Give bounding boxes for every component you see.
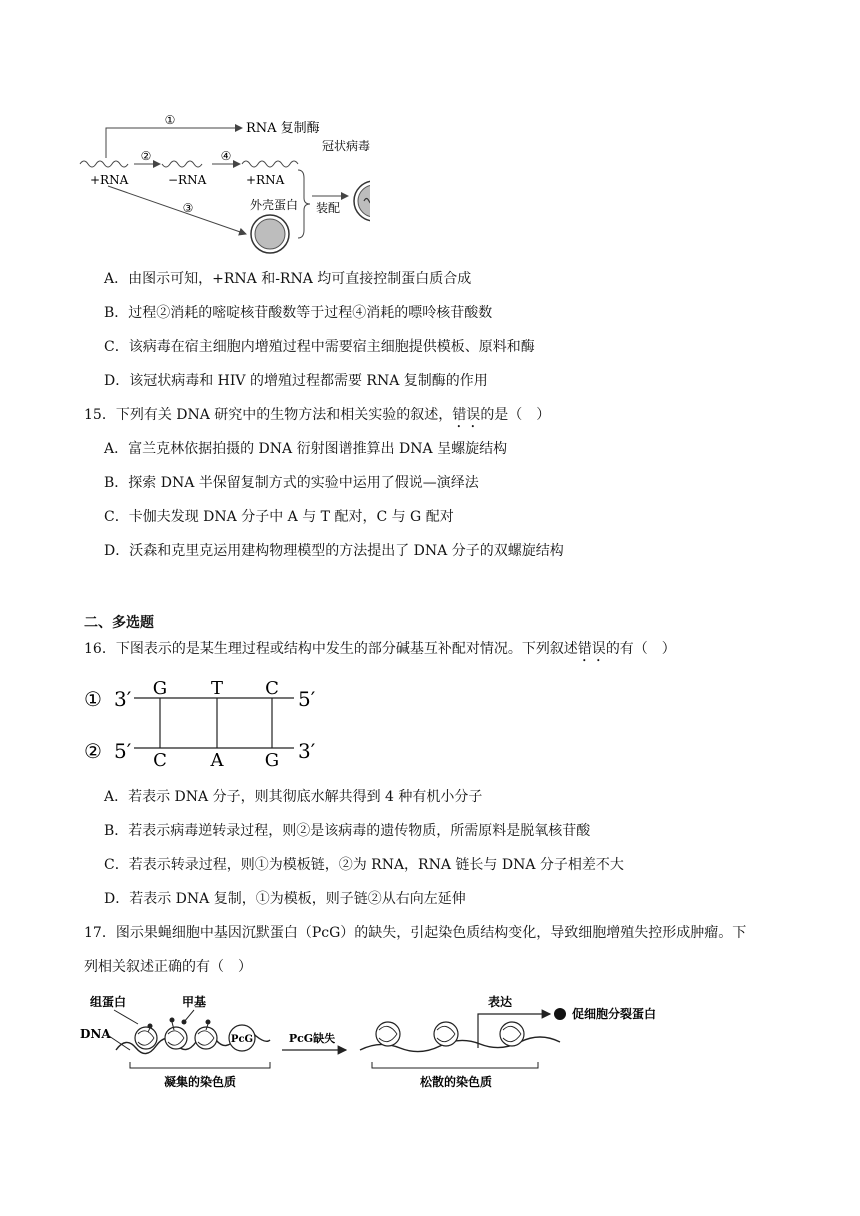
strand1-base-3: C <box>265 678 279 699</box>
loose-label: 松散的染色质 <box>419 1075 493 1089</box>
q15-stem-emphasis: 错误 <box>452 407 481 423</box>
plus-rna-strand-1 <box>80 161 128 167</box>
q16-option-b: B．若表示病毒逆转录过程，则②是该病毒的遗传物质，所需原料是脱氧核苷酸 <box>104 823 591 839</box>
strand1-right-end: 5′ <box>298 687 316 711</box>
step2-label: ② <box>140 149 152 163</box>
step3-label: ③ <box>182 201 194 215</box>
minus-rna-label: −RNA <box>168 173 207 187</box>
strand2-label: ② <box>84 739 102 763</box>
minus-rna-strand <box>162 161 202 167</box>
loose-nucleosome-1 <box>376 1022 400 1046</box>
q16-option-a: A．若表示 DNA 分子，则其彻底水解共得到 4 种有机小分子 <box>104 789 483 805</box>
plus-rna-label-1: +RNA <box>90 173 129 187</box>
histone-pointer <box>114 1010 138 1024</box>
q14-option-a: A．由图示可知，+RNA 和-RNA 均可直接控制蛋白质合成 <box>104 271 472 287</box>
chromatin-diagram <box>76 990 716 1090</box>
q15-option-b: B．探索 DNA 半保留复制方式的实验中运用了假说—演绎法 <box>104 475 479 491</box>
strand2-right-end: 3′ <box>298 739 316 763</box>
strand2-base-2: A <box>210 750 224 771</box>
strand1-base-1: G <box>152 678 168 699</box>
q16-stem-text: 16．下图表示的是某生理过程或结构中发生的部分碱基互补配对情况。下列叙述 <box>84 641 578 657</box>
q15-option-c: C．卡伽夫发现 DNA 分子中 A 与 T 配对，C 与 G 配对 <box>104 509 454 525</box>
plus-rna-label-2: +RNA <box>246 173 285 187</box>
q15-stem-text: 15．下列有关 DNA 研究中的生物方法和相关实验的叙述， <box>84 407 453 423</box>
promote-protein-dot <box>554 1008 566 1020</box>
promote-protein-label: 促细胞分裂蛋白 <box>572 1007 657 1021</box>
step3-arrow <box>108 186 246 234</box>
capsid-protein-label: 外壳蛋白 <box>250 198 299 212</box>
methyl-dot-1 <box>148 1024 153 1029</box>
q16-option-c: C．若表示转录过程，则①为模板链，②为 RNA，RNA 链长与 DNA 分子相差不大 <box>104 857 624 873</box>
methyl-label: 甲基 <box>182 995 207 1009</box>
q14-option-c: C．该病毒在宿主细胞内增殖过程中需要宿主细胞提供模板、原料和酶 <box>104 339 535 355</box>
express-label: 表达 <box>487 995 513 1009</box>
loose-bracket <box>372 1062 538 1068</box>
strand1-base-2: T <box>210 678 224 699</box>
q14-option-b: B．过程②消耗的嘧啶核苷酸数等于过程④消耗的嘌呤核苷酸数 <box>104 305 493 321</box>
q15-stem <box>84 406 550 431</box>
strand1-left-end: 3′ <box>114 687 132 711</box>
coronavirus-replication-diagram <box>70 108 370 258</box>
condensed-label: 凝集的染色质 <box>163 1075 237 1089</box>
q17-stem-line2: 列相关叙述正确的有（ ） <box>84 959 252 975</box>
loose-nucleosome-2 <box>434 1022 458 1046</box>
methyl-dot-3 <box>182 1020 187 1025</box>
loose-nucleosome-3 <box>500 1022 524 1046</box>
q15-option-d: D．沃森和克里克运用建构物理模型的方法提出了 DNA 分子的双螺旋结构 <box>104 543 564 559</box>
brace <box>298 170 310 238</box>
coronavirus-label: 冠状病毒 <box>322 139 370 153</box>
q16-option-d: D．若表示 DNA 复制，①为模板，则子链②从右向左延伸 <box>104 891 466 907</box>
strand2-base-1: C <box>153 750 167 771</box>
pcg-loss-label: PcG缺失 <box>288 1032 336 1045</box>
q15-option-a: A．富兰克林依据拍摄的 DNA 衍射图谱推算出 DNA 呈螺旋结构 <box>104 441 508 457</box>
methyl-dot-2 <box>170 1018 175 1023</box>
q16-stem <box>84 640 676 665</box>
strand2-left-end: 5′ <box>114 739 132 763</box>
q16-stem-tail: 的有（ ） <box>605 641 676 657</box>
step1-label: ① <box>164 113 176 127</box>
section-title: 二、多选题 <box>84 615 154 631</box>
strand2-base-3: G <box>264 750 280 771</box>
plus-rna-strand-2 <box>242 161 298 167</box>
capsid-protein-icon <box>255 219 285 249</box>
q16-stem-emphasis: 错误 <box>577 641 606 657</box>
q17-stem-line1: 17．图示果蝇细胞中基因沉默蛋白（PcG）的缺失，引起染色质结构变化，导致细胞增殖失控形成肿瘤。下 <box>84 925 747 941</box>
strand1-label: ① <box>84 687 102 711</box>
methyl-dot-4 <box>206 1020 211 1025</box>
step4-label: ④ <box>220 149 232 163</box>
assembly-label: 装配 <box>316 201 341 215</box>
rna-replicase-label: RNA 复制酶 <box>246 121 320 136</box>
pcg-label: PcG <box>230 1034 254 1045</box>
q14-option-d: D．该冠状病毒和 HIV 的增殖过程都需要 RNA 复制酶的作用 <box>104 373 488 389</box>
base-pairing-diagram <box>80 670 340 780</box>
histone-label: 组蛋白 <box>90 995 127 1009</box>
condensed-bracket <box>130 1062 270 1068</box>
dna-label: DNA <box>80 1027 111 1041</box>
q15-stem-tail: 的是（ ） <box>480 407 551 423</box>
